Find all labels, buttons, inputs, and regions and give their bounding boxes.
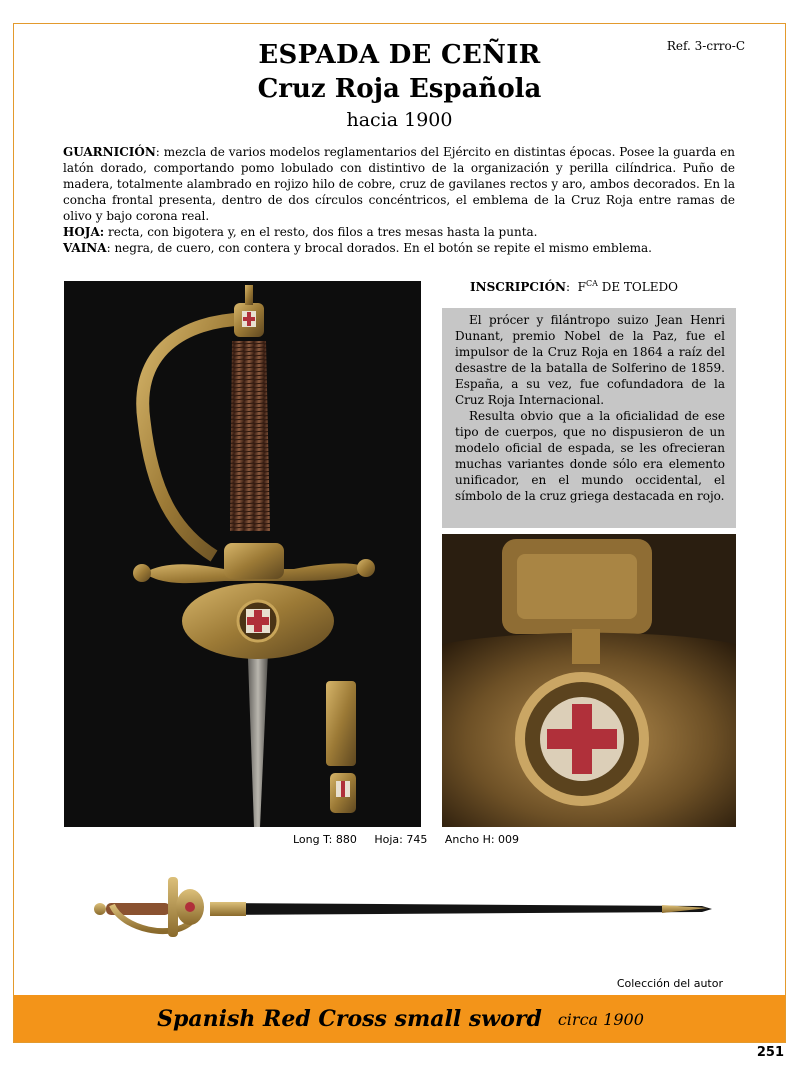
measurements [293,833,533,846]
page-frame [13,23,786,1043]
title-subtitle: Cruz Roja Española [257,74,542,104]
history-paragraph-1: El prócer y filántropo suizo Jean Henri Dunant, premio Nobel de la Paz, fue el impulsor de la Cruz Roja en 1864 a raíz del desastre de la batalla de Solferino de 1859. España, a su vez, fue cofundadora de la Cruz Roja Internacional. [455,313,725,407]
inscription-line: INSCRIPCIÓN: $F^{CA}$ DE TOLEDO [470,279,678,294]
blade-width: Ancho H: 009 [444,833,520,846]
history-paragraph-2: Resulta obvio que a la oficialidad de ese tipo de cuerpos, que no dispusieron de un modelo oficial de espada, se les ofrecieran muchas variantes donde sólo era elemento unificador, en el mundo occidental, el símbolo de la cruz griega destacada en rojo. [455,409,725,503]
hoja-text: recta, con bigotera y, en el resto, dos filos a tres mesas hasta la punta. [104,225,538,239]
guarnicion-label: GUARNICIÓN [63,145,156,159]
english-title-band [14,995,786,1043]
guarnicion-text: : mezcla de varios modelos reglamentarios del Ejército en distintas épocas. Posee la guarda en latón dorado, comportando pomo lobulado con distintivo de la organización y perilla cilíndrica. Puño de madera, totalmente alambrado en rojizo hilo de cobre, cruz de gavilanes rectos y aro, ambos decorados. En la concha frontal presenta, dentro de dos círculos concéntricos, el emblema de la Cruz Roja entre ramas de olivo y bajo corona real. [63,145,735,223]
vaina-text: : negra, de cuero, con contera y brocal dorados. En el botón se repite el mismo emblema. [106,241,652,255]
inscription-superscript: CA [586,279,598,288]
vaina-paragraph [63,240,735,256]
vaina-label: VAINA [63,241,107,255]
collection-note: Colección del autor [616,977,723,990]
hilt-photo [64,281,421,827]
inscription-text: DE TOLEDO [597,280,678,294]
hoja-paragraph [63,224,735,240]
title-date: hacia 1900 [346,109,453,131]
blade-length: Hoja: 745 [374,833,428,846]
guarnicion-paragraph [63,144,735,224]
english-title: Spanish Red Cross small sword [157,1006,542,1032]
english-circa: circa 1900 [557,1009,644,1029]
hoja-label: HOJA: [63,225,105,239]
emblem-detail-photo [442,534,736,827]
inscription-prefix: F [577,280,586,294]
history-box [442,308,736,528]
length-total: Long T: 880 [293,833,357,846]
title-main: ESPADA DE CEÑIR [258,40,541,70]
full-sword-photo [82,869,722,949]
page-number: 251 [756,1045,784,1060]
reference-code: Ref. 3-crro-C [666,39,745,53]
description-block [63,144,735,256]
inscription-label: INSCRIPCIÓN [470,280,566,294]
